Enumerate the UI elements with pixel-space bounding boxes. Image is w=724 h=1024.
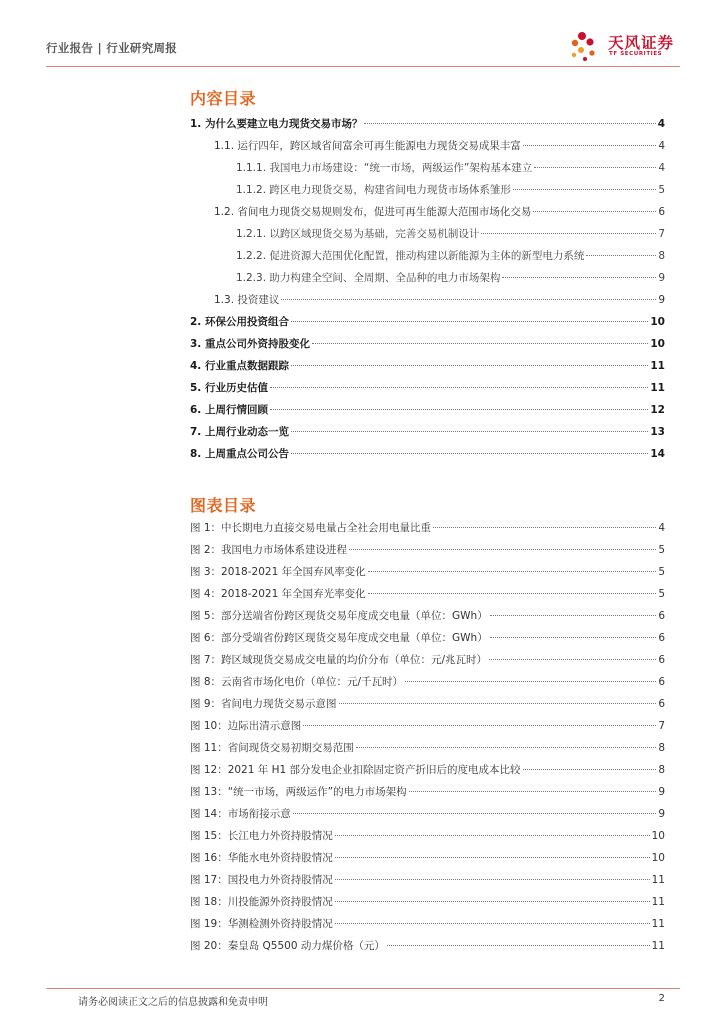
figure-entry[interactable] [190, 895, 665, 909]
figure-entry-title: 图 13：“统一市场，两级运作”的电力市场架构 [190, 786, 407, 798]
figure-entry-page: 6 [658, 676, 665, 688]
logo-flower-icon [568, 26, 608, 64]
figure-entry[interactable] [190, 873, 665, 887]
toc-entry-title: 1.2.3. 助力构建全空间、全周期、全品种的电力市场架构 [236, 272, 501, 284]
toc-entry-page: 4 [658, 162, 665, 174]
figure-entry[interactable] [190, 917, 665, 931]
figure-entry-page: 8 [658, 764, 665, 776]
toc-entry[interactable] [190, 337, 665, 351]
toc-entry-page: 10 [650, 316, 665, 328]
figure-entry-title: 图 15：长江电力外资持股情况 [190, 830, 333, 842]
dot-leader [534, 167, 656, 168]
figure-entry-title: 图 14：市场衔接示意 [190, 808, 291, 820]
dot-leader [335, 879, 650, 880]
toc-entry[interactable] [236, 271, 665, 285]
figure-entry-page: 6 [658, 632, 665, 644]
toc-entry[interactable] [190, 315, 665, 329]
dot-leader [433, 527, 656, 528]
toc-entry-page: 4 [658, 140, 665, 152]
dot-leader [387, 945, 650, 946]
dot-leader [409, 791, 657, 792]
dot-leader [523, 769, 657, 770]
figure-entry-page: 11 [651, 918, 665, 930]
toc-entry-title: 1.1. 运行四年，跨区域省间富余可再生能源电力现货交易成果丰富 [214, 140, 521, 152]
figure-entry-page: 7 [658, 720, 665, 732]
dot-leader [291, 453, 648, 454]
toc-entry-title: 1.2.2. 促进资源大范围优化配置，推动构建以新能源为主体的新型电力系统 [236, 250, 585, 262]
toc-entry-title: 1.1.1. 我国电力市场建设：“统一市场，两级运作”架构基本建立 [236, 162, 533, 174]
dot-leader [489, 659, 656, 660]
toc-entry-title: 7. 上周行业动态一览 [190, 426, 289, 438]
dot-leader [291, 365, 648, 366]
dot-leader [312, 343, 648, 344]
figure-entry-title: 图 4：2018-2021 年全国弃光率变化 [190, 588, 366, 600]
toc-entry-title: 1.3. 投资建议 [214, 294, 280, 306]
figure-entry-page: 6 [658, 610, 665, 622]
figure-entry-page: 11 [651, 874, 665, 886]
toc-entry-title: 1. 为什么要建立电力现货交易市场？ [190, 118, 363, 130]
figure-entry-page: 10 [651, 852, 665, 864]
figure-entry-title: 图 6：部分受端省份跨区现货交易年度成交电量（单位：GWh） [190, 632, 488, 644]
dot-leader [513, 189, 656, 190]
dot-leader [586, 255, 656, 256]
figure-entry-page: 5 [658, 544, 665, 556]
toc-entry[interactable] [236, 249, 665, 263]
dot-leader [481, 233, 656, 234]
figure-entry-page: 10 [651, 830, 665, 842]
toc-entry[interactable] [214, 139, 665, 153]
figure-entry-page: 6 [658, 698, 665, 710]
toc-entry-page: 14 [650, 448, 665, 460]
toc-entry-title: 6. 上周行情回顾 [190, 404, 268, 416]
figure-entry[interactable] [190, 741, 665, 755]
toc-entry-page: 10 [650, 338, 665, 350]
figure-entry-title: 图 20：秦皇岛 Q5500 动力煤价格（元） [190, 940, 385, 952]
figure-entry[interactable] [190, 675, 665, 689]
toc-entry-title: 1.2. 省间电力现货交易规则发布，促进可再生能源大范围市场化交易 [214, 206, 532, 218]
dot-leader [490, 615, 657, 616]
toc-entry-title: 8. 上周重点公司公告 [190, 448, 289, 460]
figure-entry-page: 4 [658, 522, 665, 534]
dot-leader [281, 299, 656, 300]
dot-leader [291, 431, 648, 432]
dot-leader [405, 681, 656, 682]
toc-entry-title: 1.2.1. 以跨区域现货交易为基础，完善交易机制设计 [236, 228, 480, 240]
figure-entry-title: 图 3：2018-2021 年全国弃风率变化 [190, 566, 366, 578]
toc-entry-title: 3. 重点公司外资持股变化 [190, 338, 310, 350]
dot-leader [335, 901, 650, 902]
toc-entry[interactable] [214, 205, 665, 219]
toc-entry-page: 11 [650, 382, 665, 394]
toc-entry-page: 7 [658, 228, 665, 240]
figure-entry-title: 图 12：2021 年 H1 部分发电企业扣除固定资产折旧后的度电成本比较 [190, 764, 521, 776]
dot-leader [270, 387, 648, 388]
page-number: 2 [658, 993, 665, 1004]
toc-entry-page: 9 [658, 272, 665, 284]
toc-entry-page: 11 [650, 360, 665, 372]
logo-subname: TF SECURITIES [609, 51, 663, 57]
footer-divider [46, 988, 680, 989]
figure-entry[interactable] [190, 807, 665, 821]
toc-entry-title: 1.1.2. 跨区电力现货交易，构建省间电力现货市场体系雏形 [236, 184, 511, 196]
figure-entry-title: 图 10：边际出清示意图 [190, 720, 302, 732]
dot-leader [364, 123, 655, 124]
figure-entry[interactable] [190, 939, 665, 953]
dot-leader [335, 923, 650, 924]
dot-leader [335, 857, 650, 858]
toc-entry-page: 13 [650, 426, 665, 438]
dot-leader [502, 277, 656, 278]
toc-entry[interactable] [236, 227, 665, 241]
figure-entry-page: 8 [658, 742, 665, 754]
report-header-label: 行业报告 | 行业研究周报 [46, 41, 178, 55]
dot-leader [368, 593, 657, 594]
dot-leader [303, 725, 656, 726]
figure-entry[interactable] [190, 851, 665, 865]
figure-entry-page: 5 [658, 588, 665, 600]
footer-disclaimer: 请务必阅读正文之后的信息披露和免责申明 [78, 997, 268, 1008]
dot-leader [293, 813, 657, 814]
dot-leader [533, 211, 656, 212]
toc-entry[interactable] [214, 293, 665, 307]
figure-entry-title: 图 7：跨区域现货交易成交电量的均价分布（单位：元/兆瓦时） [190, 654, 488, 666]
toc-entry[interactable] [190, 381, 665, 395]
header-divider [46, 66, 680, 67]
figure-entry-title: 图 9：省间电力现货交易示意图 [190, 698, 337, 710]
figure-entry[interactable] [190, 719, 665, 733]
figure-entry-title: 图 5：部分送端省份跨区现货交易年度成交电量（单位：GWh） [190, 610, 488, 622]
toc-entry-title: 5. 行业历史估值 [190, 382, 268, 394]
figure-entry[interactable] [190, 521, 665, 535]
figure-entry-title: 图 8：云南省市场化电价（单位：元/千瓦时） [190, 676, 404, 688]
figure-entry-page: 11 [651, 896, 665, 908]
figure-entry-page: 5 [658, 566, 665, 578]
toc-entry-title: 4. 行业重点数据跟踪 [190, 360, 289, 372]
toc-entry-title: 2. 环保公用投资组合 [190, 316, 289, 328]
dot-leader [523, 145, 656, 146]
figure-entry[interactable] [190, 609, 665, 623]
toc-entry-page: 5 [658, 184, 665, 196]
toc-entry[interactable] [236, 183, 665, 197]
toc-entry-page: 12 [650, 404, 665, 416]
figure-entry-title: 图 11：省间现货交易初期交易范围 [190, 742, 354, 754]
figure-entry-page: 9 [658, 808, 665, 820]
figures-title: 图表目录 [190, 496, 257, 515]
toc-entry-page: 6 [658, 206, 665, 218]
dot-leader [349, 549, 656, 550]
figure-entry[interactable] [190, 785, 665, 799]
logo-name: 天风证券 [608, 34, 675, 52]
figure-entry-title: 图 18：川投能源外资持股情况 [190, 896, 333, 908]
figure-entry[interactable] [190, 587, 665, 601]
figure-entry[interactable] [190, 543, 665, 557]
toc-title: 内容目录 [190, 89, 257, 108]
toc-entry-page: 4 [657, 118, 665, 130]
toc-entry[interactable] [236, 161, 665, 175]
figure-entry-title: 图 17：国投电力外资持股情况 [190, 874, 333, 886]
tf-securities-logo [568, 26, 678, 64]
figure-entry-title: 图 1：中长期电力直接交易电量占全社会用电量比重 [190, 522, 432, 534]
figure-entry[interactable] [190, 653, 665, 667]
toc-entry[interactable] [190, 117, 665, 131]
dot-leader [368, 571, 657, 572]
figure-entry-page: 11 [651, 940, 665, 952]
figure-entry-title: 图 16：华能水电外资持股情况 [190, 852, 333, 864]
toc-entry[interactable] [190, 447, 665, 461]
figure-entry-page: 9 [658, 786, 665, 798]
figure-entry[interactable] [190, 763, 665, 777]
dot-leader [270, 409, 648, 410]
dot-leader [291, 321, 648, 322]
figure-entry[interactable] [190, 631, 665, 645]
toc-entry-page: 8 [658, 250, 665, 262]
dot-leader [490, 637, 657, 638]
dot-leader [335, 835, 650, 836]
figure-entry[interactable] [190, 565, 665, 579]
dot-leader [339, 703, 657, 704]
figure-entry-title: 图 19：华测检测外资持股情况 [190, 918, 333, 930]
figure-entry-page: 6 [658, 654, 665, 666]
toc-entry[interactable] [190, 425, 665, 439]
dot-leader [356, 747, 657, 748]
toc-entry[interactable] [190, 359, 665, 373]
toc-entry-page: 9 [658, 294, 665, 306]
figure-entry[interactable] [190, 829, 665, 843]
figure-entry-title: 图 2：我国电力市场体系建设进程 [190, 544, 348, 556]
toc-entry[interactable] [190, 403, 665, 417]
figure-entry[interactable] [190, 697, 665, 711]
